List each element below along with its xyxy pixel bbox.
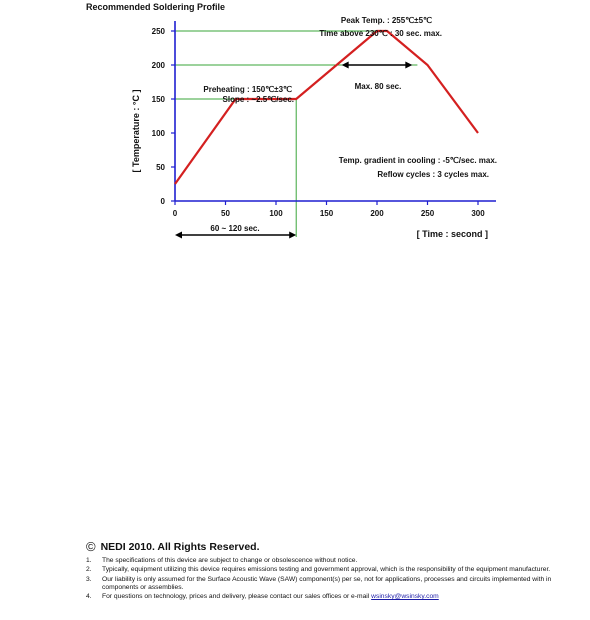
max-time-arrow-head-right — [405, 62, 412, 69]
max-time-arrow-head-left — [342, 62, 349, 69]
copyright-line — [86, 540, 556, 553]
preheat-temp-label: Preheating : 150℃±3℃ — [203, 85, 292, 94]
note-text-body: For questions on technology, prices and delivery, please contact our sales offices or e-mail — [102, 593, 370, 601]
max-time-label: Max. 80 sec. — [354, 82, 402, 91]
x-tick-label: 250 — [420, 209, 435, 218]
note-number: 4. — [86, 593, 92, 601]
y-tick-label: 50 — [156, 163, 165, 172]
note-item — [86, 576, 556, 593]
x-axis-title: [ Time : second ] — [416, 229, 488, 239]
y-tick-label: 250 — [151, 27, 165, 36]
note-number: 1. — [86, 557, 92, 564]
note-item — [86, 557, 556, 565]
preheat-time-arrow-head-right — [289, 232, 296, 239]
notes-list — [86, 557, 556, 601]
note-text: Our liability is only assumed for the Surface Acoustic Wave (SAW) component(s) per se, not for applications, processes and circuits implemented with in components or assemblies. — [102, 575, 552, 591]
chart-labels — [131, 16, 497, 239]
x-tick-label: 200 — [370, 209, 384, 218]
x-tick-label: 150 — [319, 209, 334, 218]
email-link[interactable]: wsinsky@wsinsky.com — [371, 593, 439, 601]
y-tick-label: 100 — [151, 129, 165, 138]
footer — [86, 540, 556, 602]
x-tick-label: 50 — [221, 209, 230, 218]
note-number: 2. — [86, 566, 92, 574]
cooling-gradient-label: Temp. gradient in cooling : -5℃/sec. max. — [338, 156, 497, 165]
x-tick-label: 300 — [471, 209, 485, 218]
note-item — [86, 566, 556, 574]
preheat-time-arrow-head-left — [175, 232, 182, 239]
note-text: Typically, equipment utilizing this device requires emissions testing and government approval, which is the responsibility of the equipment manufacturer. — [102, 566, 551, 574]
reflow-cycles-label: Reflow cycles : 3 cycles max. — [377, 170, 489, 179]
y-tick-label: 150 — [151, 95, 165, 104]
note-number: 3. — [86, 575, 92, 583]
y-axis-title: [ Temperature : °C ] — [131, 89, 141, 173]
preheat-time-label: 60 ~ 120 sec. — [210, 224, 260, 233]
note-text: The specifications of this device are subject to change or obsolescence without notice. — [102, 557, 358, 564]
copyright-icon: © — [86, 539, 96, 554]
time-above-label: Time above 230℃ : 30 sec. max. — [319, 29, 442, 38]
copyright-text: NEDI 2010. All Rights Reserved. — [100, 540, 260, 553]
y-tick-label: 0 — [160, 197, 165, 206]
note-item — [86, 593, 556, 601]
soldering-profile-chart — [0, 0, 590, 260]
peak-temp-label: Peak Temp. : 255℃±5℃ — [340, 16, 432, 25]
page-heading: Recommended Soldering Profile — [86, 2, 226, 12]
y-tick-label: 200 — [151, 61, 165, 70]
preheat-slope-label: Slope : ~2.5℃/sec. — [222, 95, 294, 104]
x-tick-label: 100 — [269, 209, 283, 218]
x-tick-label: 0 — [172, 209, 178, 218]
note-text — [102, 593, 556, 601]
